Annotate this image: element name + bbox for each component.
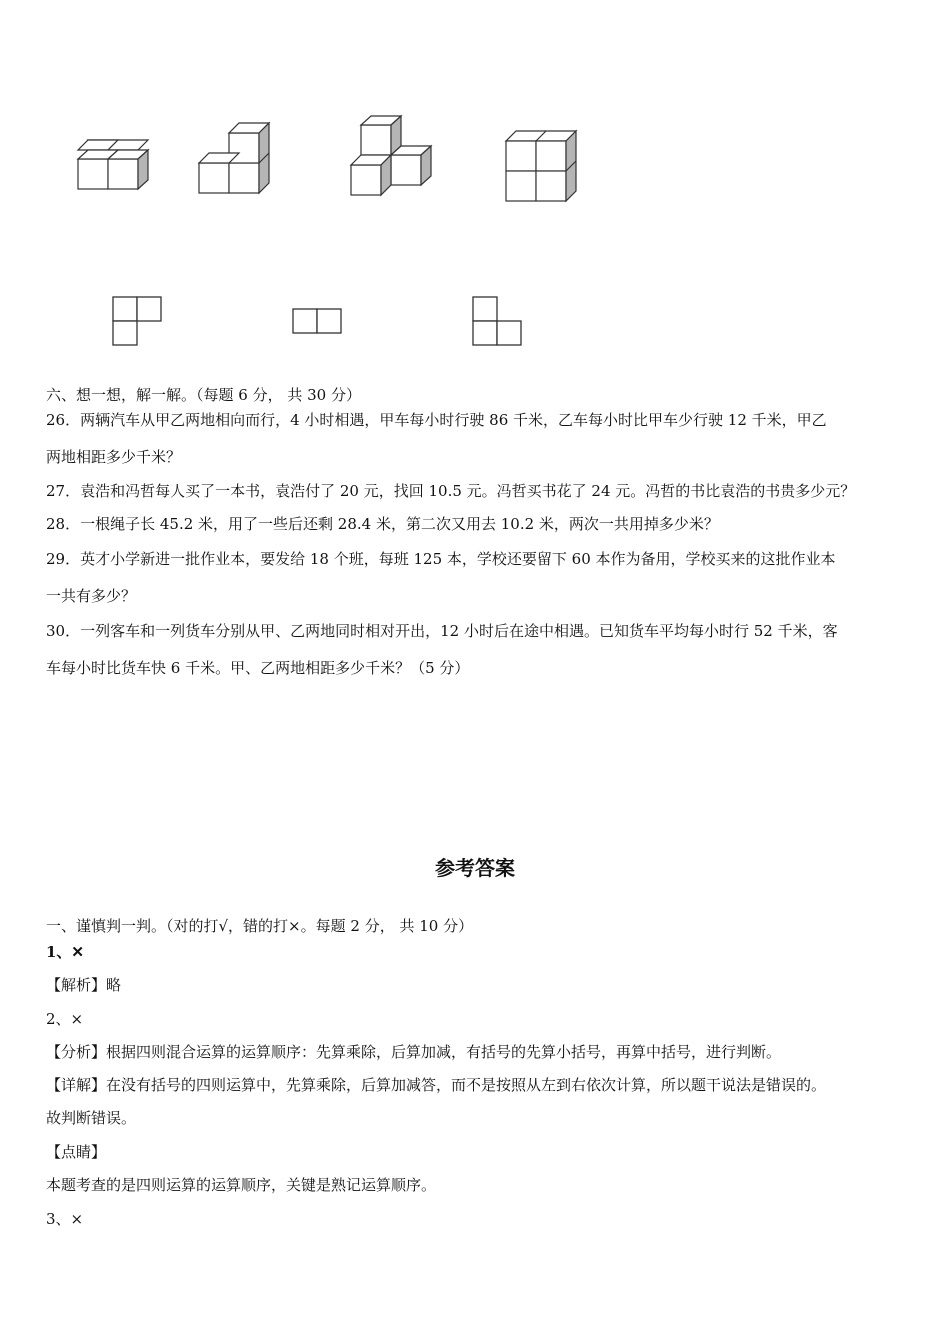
answer-1: 1、✕: [46, 943, 85, 961]
answer-1-analysis: 【解析】略: [46, 976, 122, 994]
question-30-line2: 车每小时比货车快 6 千米。甲、乙两地相距多少千米？（5 分）: [46, 659, 470, 677]
answer-2-conclusion: 故判断错误。: [46, 1109, 137, 1127]
cube-solid-2: [199, 123, 269, 193]
answer-2-dianjing: 【点睛】: [46, 1143, 107, 1161]
cube-solid-4: [506, 131, 576, 201]
figures-area: [0, 0, 950, 360]
question-27: 27．袁浩和冯哲每人买了一本书，袁浩付了 20 元，找回 10.5 元。冯哲买书花了 24 元。冯哲的书比袁浩的书贵多少元？: [46, 482, 856, 500]
answer-3: 3、×: [46, 1210, 84, 1228]
answer-2-summary: 本题考查的是四则运算的运算顺序，关键是熟记运算顺序。: [46, 1176, 437, 1194]
question-28: 28．一根绳子长 45.2 米，用了一些后还剩 28.4 米，第二次又用去 10.2 米，两次一共用掉多少米？: [46, 515, 719, 533]
answer-2-fenxi: 【分析】根据四则混合运算的运算顺序：先算乘除，后算加减，有括号的先算小括号，再算中括号，进行判断。: [46, 1043, 782, 1061]
question-26-line2: 两地相距多少千米？: [46, 448, 182, 466]
answers-section1-heading: 一、谨慎判一判。（对的打√，错的打×。每题 2 分， 共 10 分）: [46, 917, 474, 935]
question-26-line1: 26．两辆汽车从甲乙两地相向而行，4 小时相遇，甲车每小时行驶 86 千米，乙车每小时比甲车少行驶 12 千米，甲乙: [46, 411, 827, 429]
view-diagram-3: [473, 297, 521, 345]
section6-heading: 六、想一想，解一解。（每题 6 分， 共 30 分）: [46, 386, 361, 404]
question-29-line1: 29．英才小学新进一批作业本，要发给 18 个班，每班 125 本，学校还要留下 60 本作为备用，学校买来的这批作业本: [46, 550, 836, 568]
answer-2-xiangjie: 【详解】在没有括号的四则运算中，先算乘除，后算加减答，而不是按照从左到右依次计算，所以题干说法是错误的。: [46, 1076, 827, 1094]
cube-solid-3: [351, 116, 431, 195]
cube-solid-1: [78, 140, 148, 189]
answer-2: 2、×: [46, 1010, 84, 1028]
answers-title: 参考答案: [435, 856, 515, 880]
view-diagram-1: [113, 297, 161, 345]
question-29-line2: 一共有多少？: [46, 587, 137, 605]
question-30-line1: 30．一列客车和一列货车分别从甲、乙两地同时相对开出，12 小时后在途中相遇。已知货车平均每小时行 52 千米，客: [46, 622, 838, 640]
view-diagram-2: [293, 309, 341, 333]
